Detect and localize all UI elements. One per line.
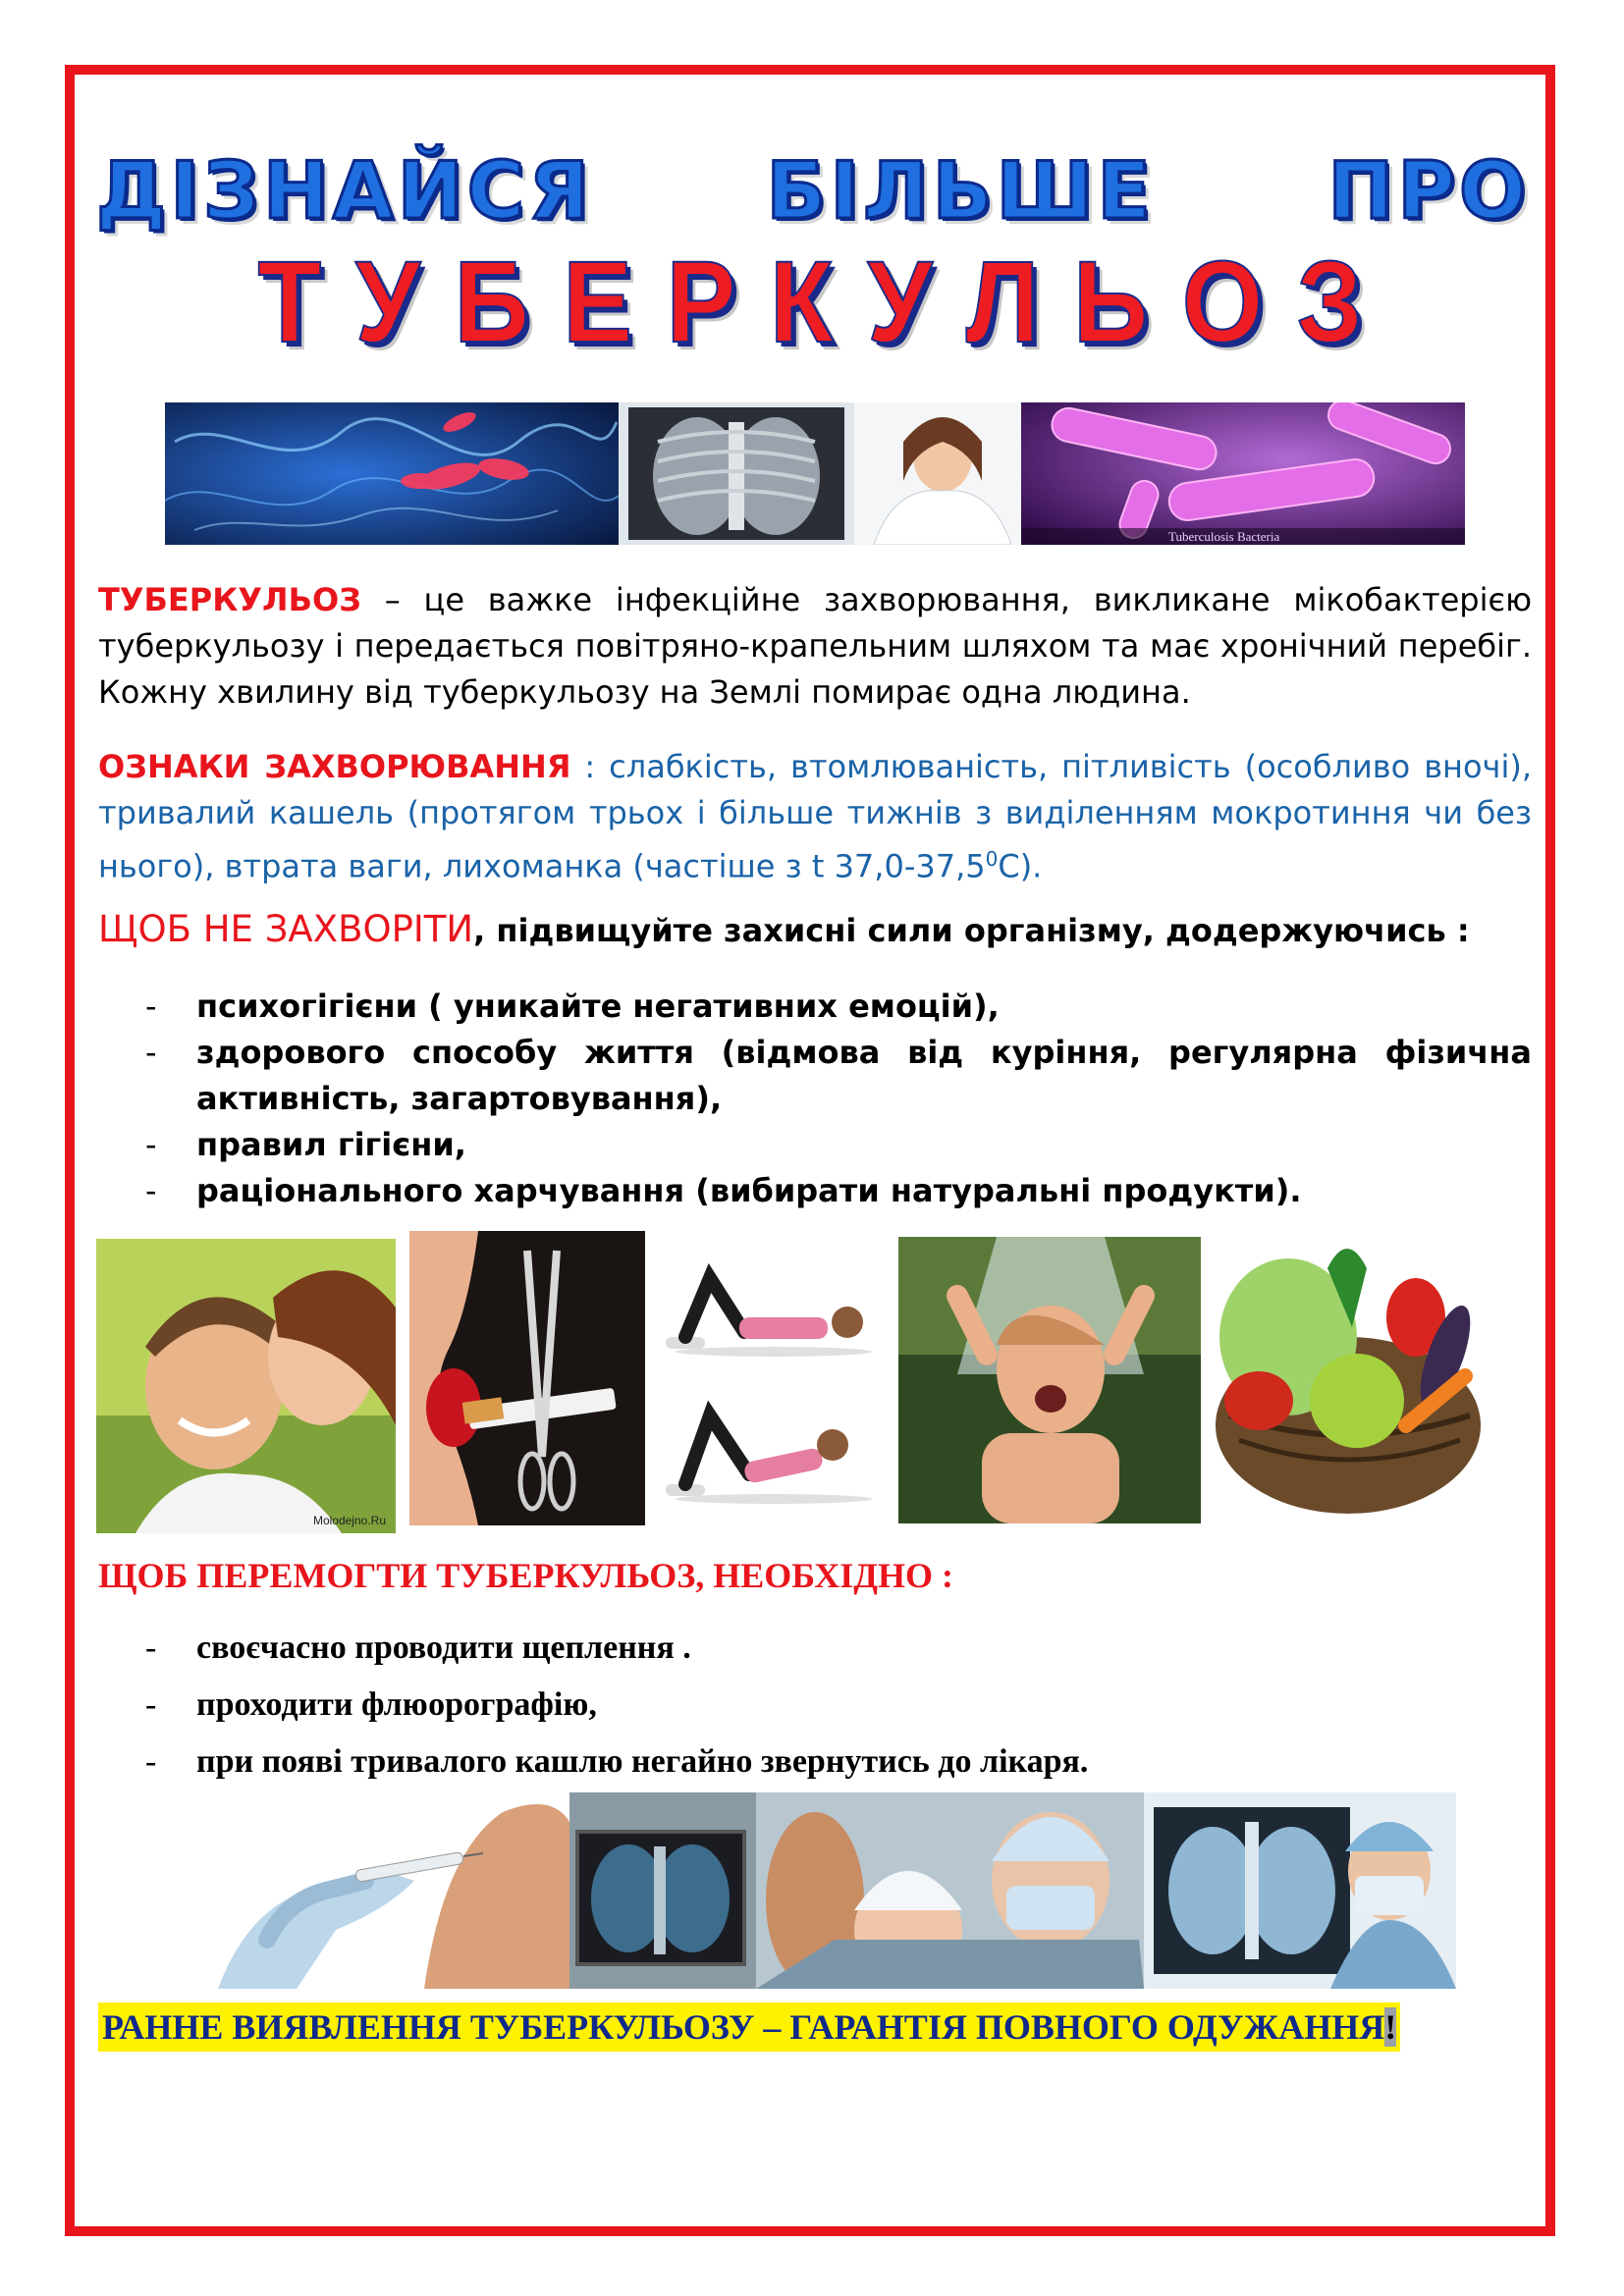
list-item: - психогігієни ( уникайте негативних емоцій),	[145, 988, 1000, 1025]
cold-shower-child-image	[898, 1237, 1201, 1523]
list-item: - при появі тривалого кашлю негайно звернутись до лікаря.	[145, 1743, 1089, 1780]
lung-xray-screen-image	[569, 1792, 756, 1989]
list-item: - проходити флюорографію,	[145, 1686, 597, 1723]
heading-line-1	[96, 147, 1530, 236]
heading-word: ПРО	[1327, 145, 1530, 237]
prevention-rest: , підвищуйте захисні сили організму, додержуючись :	[473, 912, 1470, 949]
mycobacteria-blue-image	[165, 402, 619, 545]
heading-letter: У	[354, 238, 420, 367]
heading-word: ДІЗНАЙСЯ	[96, 145, 593, 237]
bacteria-caption: Tuberculosis Bacteria	[1168, 529, 1280, 544]
cut-cigarette-image	[409, 1231, 645, 1525]
symptoms-paragraph	[98, 744, 1532, 890]
doctor-with-xray-image	[1144, 1792, 1456, 1989]
couple-caption: Molodejno.Ru	[312, 1514, 386, 1527]
slogan	[98, 2002, 1400, 2052]
exercise-image	[656, 1239, 890, 1533]
list-item: - раціонального харчування (вибирати натуральні продукти).	[145, 1172, 1302, 1209]
intro-term: ТУБЕРКУЛЬОЗ	[98, 581, 361, 618]
intro-text: – це важке інфекційне захворювання, викликане мікобактерією туберкульозу і передається повітряно-крапельним шляхом та має хронічний перебіг. Кожну хвилину від туберкульозу на Землі помирає одна людина.	[98, 581, 1532, 711]
heading-letter: У	[867, 238, 933, 367]
bacteria-purple-image	[1021, 402, 1465, 545]
symptoms-label: ОЗНАКИ ЗАХВОРЮВАННЯ	[98, 748, 571, 785]
heading-letter: З	[1296, 238, 1363, 367]
list-item: - правил гігієни,	[145, 1126, 466, 1163]
vegetable-basket-image	[1210, 1229, 1487, 1525]
symptoms-end: С).	[998, 847, 1043, 885]
prevention-heading	[98, 908, 1532, 950]
heading-word: БІЛЬШЕ	[766, 145, 1156, 237]
heading-letter: Б	[454, 238, 529, 367]
heading-line-2	[257, 238, 1363, 367]
heading-letter: Т	[257, 238, 322, 367]
heading-letter: Л	[965, 238, 1040, 367]
vaccination-image	[189, 1792, 569, 1989]
heading-letter: Е	[563, 238, 633, 367]
slogan-mark: !	[1384, 2007, 1397, 2047]
prevention-list	[145, 984, 1532, 1214]
defeat-title: ЩОБ ПЕРЕМОГТИ ТУБЕРКУЛЬОЗ, НЕОБХІДНО :	[98, 1556, 953, 1595]
symptoms-text: : слабкість, втомлюваність, пітливість (особливо вночі), тривалий кашель (протягом трьох і більше тижнів з виділенням мокротиння чи без нього), втрата ваги, лихоманка (частіше з t 37,0-37,5	[98, 748, 1533, 885]
medical-staff-image	[756, 1792, 1144, 1989]
heading-letter: О	[1181, 238, 1264, 367]
intro-paragraph	[98, 577, 1532, 716]
heading-letter: Р	[666, 238, 736, 367]
happy-couple-image	[96, 1239, 396, 1533]
degree-sup: 0	[985, 847, 999, 871]
defeat-list	[145, 1620, 1520, 1790]
list-item: - своєчасно проводити щеплення .	[145, 1629, 691, 1666]
slogan-text: РАННЕ ВИЯВЛЕННЯ ТУБЕРКУЛЬОЗУ – ГАРАНТІЯ ПОВНОГО ОДУЖАННЯ	[102, 2007, 1385, 2047]
doctor-xray-image	[619, 402, 1021, 545]
list-item: - здорового способу життя (відмова від куріння, регулярна фізична активність, загартовування),	[145, 1034, 1532, 1117]
heading-letter: К	[770, 238, 834, 367]
prevention-lead: ЩОБ НЕ ЗАХВОРІТИ	[98, 908, 474, 950]
heading-letter: Ь	[1072, 238, 1149, 367]
